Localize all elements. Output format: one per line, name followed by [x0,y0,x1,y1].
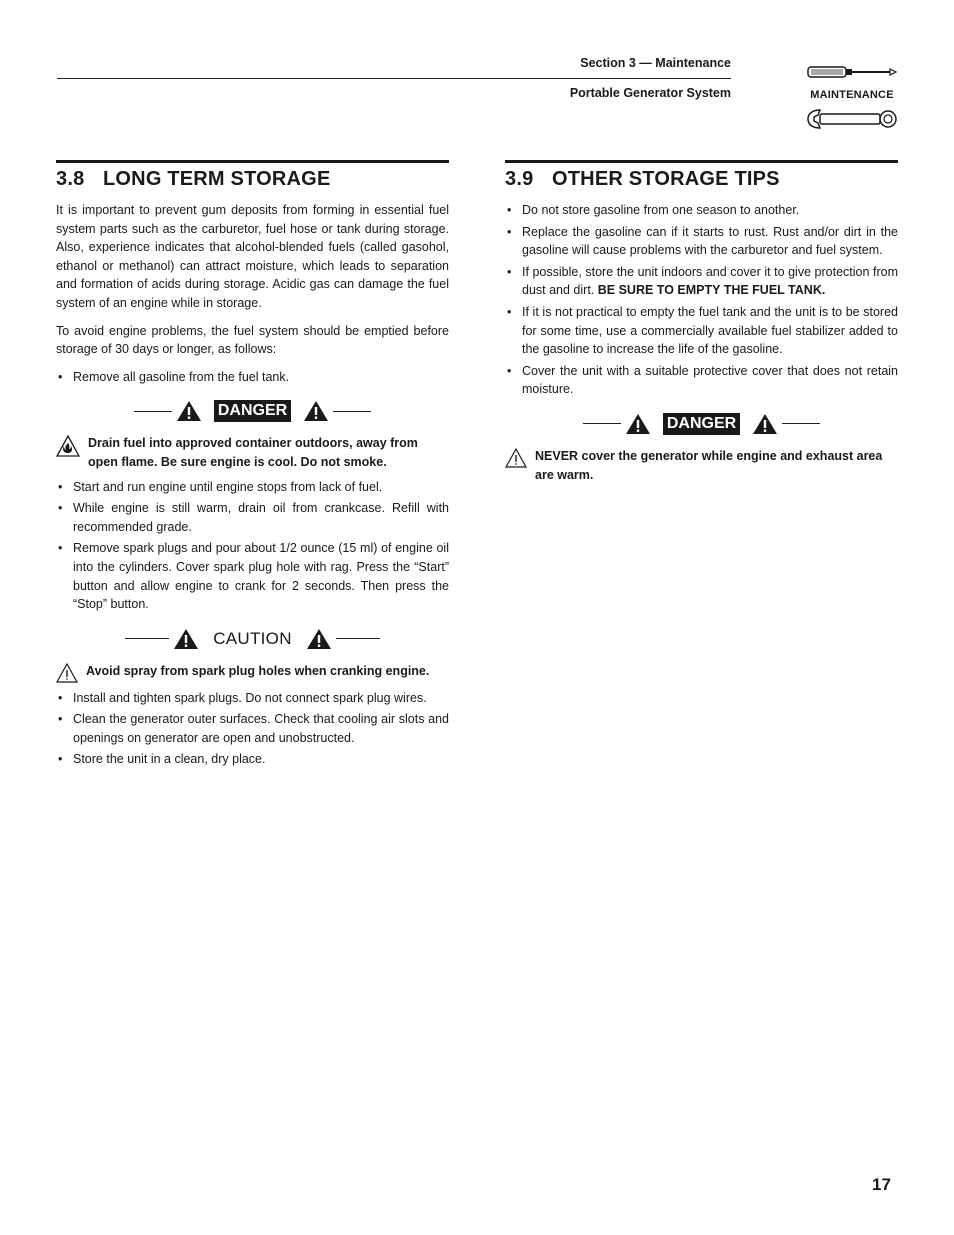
section-title: LONG TERM STORAGE [103,168,331,190]
danger-text: Drain fuel into approved container outdoors, away from open flame. Be sure engine is cool. Do not smoke. [88,436,418,469]
signal-rule [336,638,380,639]
list-item: • Remove all gasoline from the fuel tank. [56,368,449,387]
warning-triangle-outline-icon [505,448,527,468]
section-heading [505,168,898,191]
fire-hazard-icon [56,435,80,457]
section-other-storage-tips [505,160,898,490]
list-item: • If it is not practical to empty the fuel tank and the unit is to be stored for some time, use a commercially available fuel stabilizer added to the gasoline to increase the life of the gasoline. [505,303,898,359]
warning-triangle-icon [625,413,651,435]
danger-signal-header [56,398,449,424]
list-item: • Replace the gasoline can if it starts to rust. Rust and/or dirt in the gasoline will cause problems with the carburetor and fuel system. [505,223,898,260]
section-rule [505,160,898,163]
list-item: • Remove spark plugs and pour about 1/2 ounce (15 ml) of engine oil into the cylinders. Cover spark plug hole with rag. Press the “Start” button and allow engine to crank for 2 seconds. Then press the “Stop” button. [56,539,449,613]
section-number: 3.9 [505,168,534,190]
intro-paragraph: It is important to prevent gum deposits from forming in essential fuel system parts such as the carburetor, fuel hose or tank during storage. Also, experience indicates that alcohol-blended fuels (called gasohol, ethanol or methanol) can attract moisture, which leads to separation and formation of acids during storage. Acidic gas can damage the fuel system of an engine while in storage. [56,203,449,310]
list-item: • Store the unit in a clean, dry place. [56,750,449,769]
list-item-text: If possible, store the unit indoors and cover it to give protection from dust and dirt. [522,264,898,298]
danger-label: DANGER [214,400,291,422]
list-item: • Install and tighten spark plugs. Do not connect spark plug wires. [56,689,449,708]
section-long-term-storage [56,160,449,772]
section-title: OTHER STORAGE TIPS [552,168,780,190]
warning-triangle-icon [306,628,332,650]
bullet-list [56,368,449,387]
danger-signal-header [505,411,898,437]
list-item-emphasis: BE SURE TO EMPTY THE FUEL TANK. [597,283,826,298]
warning-triangle-outline-icon [56,663,78,683]
signal-rule [134,411,172,412]
caution-text: Avoid spray from spark plug holes when cranking engine. [86,663,430,678]
list-item: • Clean the generator outer surfaces. Check that cooling air slots and openings on generator are open and unobstructed. [56,710,449,747]
header-product-name: Portable Generator System [569,86,731,100]
danger-text: NEVER cover the generator while engine and exhaust area are warm. [535,448,883,482]
warning-triangle-icon [303,400,329,422]
list-item: • While engine is still warm, drain oil from crankcase. Refill with recommended grade. [56,499,449,536]
warning-triangle-icon [752,413,778,435]
section-rule [56,160,449,163]
danger-message [505,447,898,484]
warning-triangle-icon [173,628,199,650]
header-section-title: Section 3 — Maintenance [580,56,731,70]
bullet-list [505,201,898,399]
caution-label: CAUTION [213,628,292,648]
maintenance-logo-label: MAINTENANCE [810,89,894,101]
caution-message [56,662,449,683]
signal-rule [333,411,371,412]
section-number: 3.8 [56,168,85,190]
warning-triangle-icon [176,400,202,422]
danger-message [56,434,449,471]
list-item: • Do not store gasoline from one season to another. [505,201,898,220]
signal-rule [125,638,169,639]
signal-rule [782,423,820,424]
section-heading [56,168,449,191]
page-number: 17 [872,1175,891,1194]
header-rule [57,78,731,79]
bullet-list [56,689,449,769]
list-item: • Cover the unit with a suitable protective cover that does not retain moisture. [505,362,898,399]
bullet-list [56,478,449,614]
danger-label: DANGER [663,413,740,435]
signal-rule [583,423,621,424]
list-item [505,263,898,300]
instructions-paragraph: To avoid engine problems, the fuel system should be emptied before storage of 30 days or longer, as follows: [56,323,449,357]
caution-signal-header [56,626,449,652]
list-item: • Start and run engine until engine stops from lack of fuel. [56,478,449,497]
